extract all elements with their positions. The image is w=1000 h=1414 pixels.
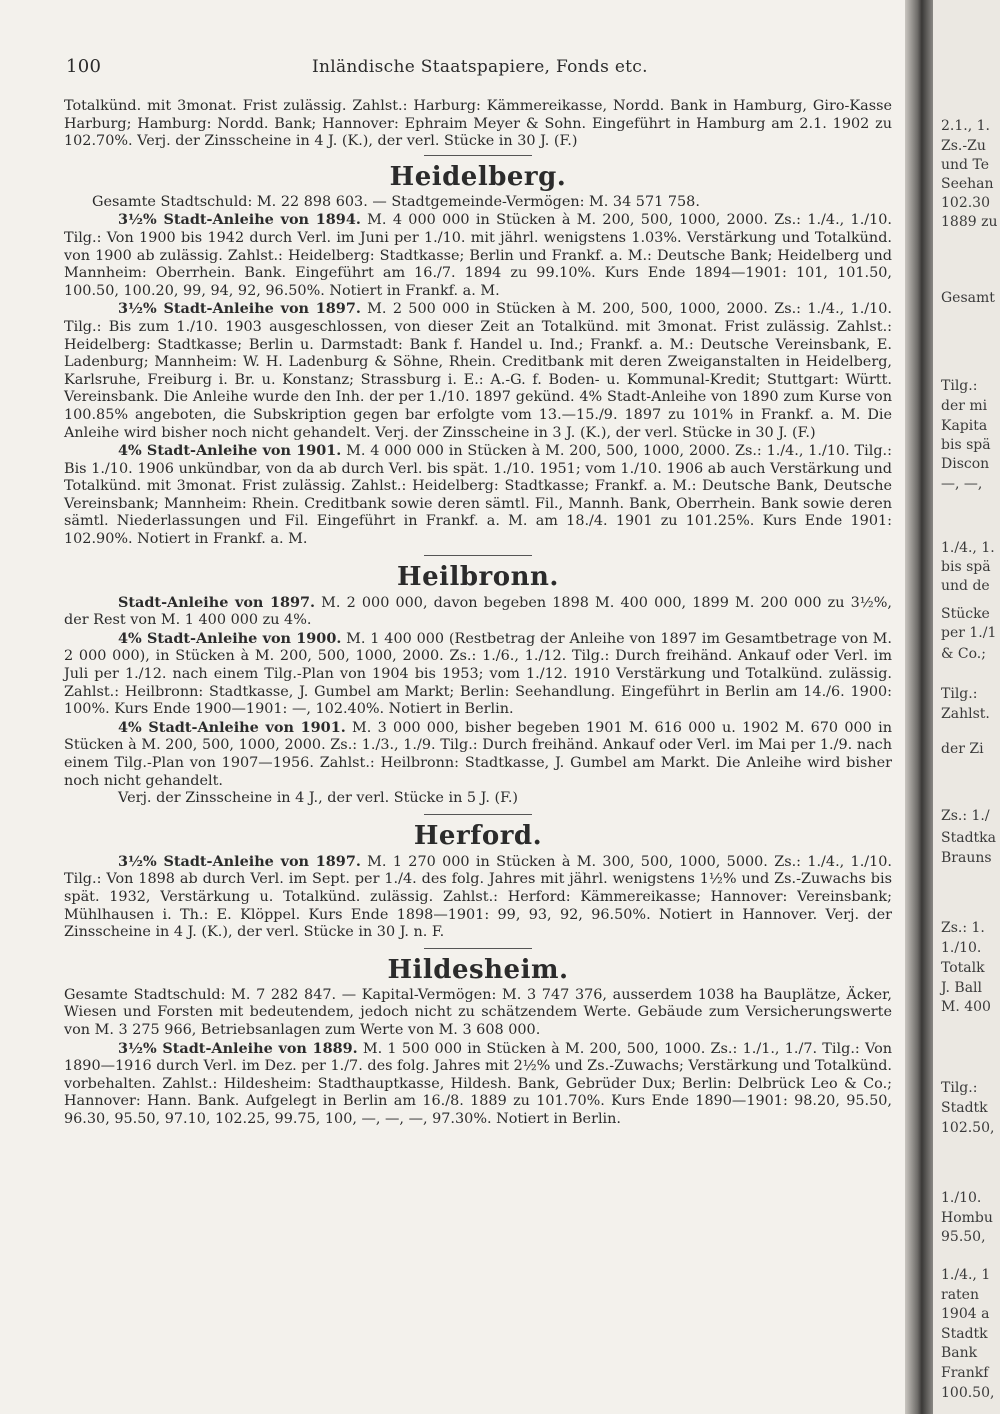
section-summary: Gesamte Stadtschuld: M. 7 282 847. — Kapital-Vermögen: M. 3 747 376, ausserdem 1038 ha Bauplätze, Äcker, Wiesen und Forsten mit bedeutendem, jedoch nicht zu schätzendem Werte. Gebäude zum Versicherungswerte von M. 3 275 966, Betriebsanlagen zum Werte von M. 3 608 000. (64, 986, 892, 1038)
facing-page-fragment: Gesamt (941, 290, 995, 306)
intro-paragraph: Totalkünd. mit 3monat. Frist zulässig. Zahlst.: Harburg: Kämmereikasse, Nordd. Bank in Hamburg, Giro-Kasse Harburg; Hamburg: Nordd. Bank; Hannover: Ephraim Meyer & Sohn. Eingeführt in Hamburg am 2.1. 1902 zu 102.70%. Verj. der Zinsscheine in 4 J. (K.), der verl. Stücke in 30 J. (F.) (64, 98, 892, 150)
entry-paragraph (64, 1040, 892, 1129)
facing-page-fragment: Zahlst. (941, 706, 990, 722)
entry-body: M. 3 000 000, bisher begeben 1901 M. 616 000 u. 1902 M. 670 000 in Stücken à M. 200, 500, 1000, 2000. Zs.: 1./3., 1./9. Tilg.: Durch freihänd. Ankauf oder Verl. im Mai per 1./9. nach einem Tilg.-Plan von 1907—1956. Zahlst.: Heilbronn: Stadtkasse, J. Gumbel am Markt. Die Anleihe wird bisher noch nicht gehandelt. (64, 719, 892, 789)
entry-title: 4% Stadt-Anleihe von 1901. (118, 718, 346, 736)
facing-page-fragment: Zs.-Zu (941, 138, 986, 154)
facing-page-fragment: J. Ball (941, 980, 983, 996)
facing-page-fragment: Hombu (941, 1210, 993, 1226)
running-title: Inländische Staatspapiere, Fonds etc. (312, 57, 648, 77)
facing-page-fragment: 1904 a (941, 1306, 990, 1322)
facing-page-fragment: Kapita (941, 418, 988, 434)
entry-title: Stadt-Anleihe von 1897. (118, 593, 316, 611)
facing-page-fragment: 100.50, (941, 1385, 995, 1401)
page-number: 100 (66, 56, 102, 77)
entry-title: 3½% Stadt-Anleihe von 1897. (118, 300, 361, 318)
facing-page-fragment: Zs.: 1./ (941, 808, 990, 824)
facing-page-fragment: Frankf (941, 1365, 989, 1381)
facing-page-fragment: Tilg.: (941, 1080, 978, 1096)
entry-title: 3½% Stadt-Anleihe von 1889. (118, 1039, 358, 1057)
facing-page-fragment: & Co.; (941, 646, 986, 662)
facing-page-fragment: raten (941, 1287, 979, 1303)
facing-page-fragment: Stadtk (941, 1100, 988, 1116)
facing-page-fragment: bis spä (941, 437, 991, 453)
facing-page-fragment: 102.30 (941, 195, 990, 211)
section-heading-herford: Herford. (413, 820, 543, 851)
entry-body: M. 4 000 000 in Stücken à M. 200, 500, 1000, 2000. Zs.: 1./4., 1./10. Tilg.: Bis 1./10. 1906 unkündbar, von da ab durch Verl. bis spät. 1./10. 1951; vom 1./10. 1906 ab auch Verstärkung und Totalkünd. mit 3monat. Frist zulässig. Zahlst.: Heidelberg: Stadtkasse; Frankf. a. M.: Deutsche Bank, Deutsche Vereinsbank; Mannheim: Rhein. Creditbank sowie deren sämtl. Fil., Mannh. Bank, Oberrhein. Bank sowie deren sämtl. Niederlassungen und Fil. Eingeführt in Frankf. a. M. am 18./4. 1901 zu 101.25%. Kurs Ende 1901: 102.90%. Notiert in Frankf. a. M. (64, 443, 892, 548)
section-heading-hildesheim: Hildesheim. (387, 954, 569, 985)
facing-page-fragment: 1./10. (941, 1190, 982, 1206)
facing-page-fragment: Seehan (941, 176, 994, 192)
facing-page-fragment: und de (941, 578, 990, 594)
facing-page-fragment: per 1./1 (941, 625, 997, 641)
facing-page-fragment: der Zi (941, 741, 984, 757)
entry-body: M. 2 500 000 in Stücken à M. 200, 500, 1000, 2000. Zs.: 1./4., 1./10. Tilg.: Bis zum 1./10. 1903 ausgeschlossen, von dieser Zeit an Totalkünd. mit 3monat. Frist zulässig. Zahlst.: Heidelberg: Stadtkasse; Berlin u. Darmstadt: Bank f. Handel u. Ind.; Frankf. a. M.: Deutsche Vereinsbank, E. Ladenburg; Mannheim: W. H. Ladenburg & Söhne, Rhein. Creditbank mit deren Zweiganstalten in Heidelberg, Karlsruhe, Freiburg i. Br. u. Konstanz; Strassburg i. E.: A.-G. f. Boden- u. Kommunal-Kredit; Stuttgart: Württ. Vereinsbank. Die Anleihe wurde den Inh. der per 1./10. 1897 gekünd. 4% Stadt-Anleihe von 1890 zum Kurse von 100.85% angeboten, die Subskription gegen bar erfolgte vom 13.—15./9. 1897 zu 101% in Frankf. a. M. Die Anleihe wird bisher noch nicht gehandelt. Verj. der Zinsscheine in 3 J. (K.), der verl. Stücke in 30 J. (F.) (64, 301, 893, 441)
entry-title: 3½% Stadt-Anleihe von 1894. (118, 211, 361, 229)
facing-page-fragment: Stadtka (941, 830, 996, 846)
facing-page-fragment: 2.1., 1. (941, 118, 990, 134)
entry-paragraph (64, 211, 892, 300)
facing-page-fragment: Stadtk (941, 1326, 988, 1342)
facing-page-fragment: der mi (941, 398, 988, 414)
facing-page-fragment: Tilg.: (941, 686, 978, 702)
entry-body: M. 1 400 000 (Restbetrag der Anleihe von 1897 im Gesamtbetrage von M. 2 000 000), in Stücken à M. 200, 500, 1000, 2000. Zs.: 1./6., 1./12. Tilg.: Durch freihänd. Ankauf oder Verl. im Juli per 1./12. nach einem Tilg.-Plan von 1904 bis 1953; vom 1./12. 1910 Verstärkung und Totalkünd. zulässig. Zahlst.: Heilbronn: Stadtkasse, J. Gumbel am Markt; Berlin: Seehandlung. Eingeführt in Berlin am 14./6. 1900: 100%. Kurs Ende 1900—1901: —, 102.40%. Notiert in Berlin. (64, 630, 892, 718)
entry-body: M. 1 500 000 in Stücken à M. 200, 500, 1000. Zs.: 1./1., 1./7. Tilg.: Von 1890—1916 durch Verl. im Dez. per 1./7. des folg. Jahres mit 2½% und Zs.-Zuwachs; Verstärkung und Totalkünd. vorbehalten. Zahlst.: Hildesheim: Stadthauptkasse, Hildesh. Bank, Gebrüder Dux; Berlin: Delbrück Leo & Co.; Hannover: Hann. Bank. Aufgelegt in Berlin am 16./8. 1889 zu 101.70%. Kurs Ende 1890—1901: 98.20, 95.50, 96.30, 95.50, 97.10, 102.25, 99.75, 100, —, —, —, 97.30%. Notiert in Berlin. (64, 1040, 892, 1127)
entry-paragraph (64, 300, 892, 442)
page-header (0, 56, 905, 80)
facing-page-fragment: 1889 zu (941, 214, 998, 230)
book-gutter (905, 0, 933, 1414)
section-divider (424, 555, 532, 556)
facing-page-fragment: 102.50, (941, 1120, 995, 1136)
facing-page-fragment: 1./4., 1 (941, 1267, 991, 1283)
entry-paragraph (64, 442, 892, 549)
section-divider (424, 155, 532, 156)
section-summary: Gesamte Stadtschuld: M. 22 898 603. — Stadtgemeinde-Vermögen: M. 34 571 758. (92, 193, 700, 210)
entry-title: 3½% Stadt-Anleihe von 1897. (118, 852, 361, 870)
facing-page-fragment: Tilg.: (941, 378, 978, 394)
entry-title: 4% Stadt-Anleihe von 1900. (118, 629, 342, 647)
section-divider (424, 814, 532, 815)
entry-paragraph (64, 853, 892, 942)
facing-page-fragment: 1./10. (941, 940, 982, 956)
entry-footnote: Verj. der Zinsscheine in 4 J., der verl. Stücke in 5 J. (F.) (118, 790, 519, 807)
facing-page-fragment: Bank (941, 1345, 978, 1361)
entry-body: M. 2 000 000, davon begeben 1898 M. 400 000, 1899 M. 200 000 zu 3½%, der Rest von M. 1 400 000 zu 4%. (64, 594, 892, 629)
page-body (64, 98, 892, 1129)
facing-page-fragment: und Te (941, 157, 989, 173)
facing-page-fragment: Stücke (941, 606, 990, 622)
entry-body: M. 1 270 000 in Stücken à M. 300, 500, 1000, 5000. Zs.: 1./4., 1./10. Tilg.: Von 1898 ab durch Verl. im Sept. per 1./4. des folg. Jahres mit jährl. wenigstens 1½% und Zs.-Zuwachs bis spät. 1932, Verstärkung u. Totalkünd. zulässig. Zahlst.: Herford: Kämmereikasse; Hannover: Vereinsbank; Mühlhausen i. Th.: E. Klöppel. Kurs Ende 1898—1901: 99, 93, 92, 96.50%. Notiert in Hannover. Verj. der Zinsscheine in 4 J. (K.), der verl. Stücke in 30 J. n. F. (64, 853, 893, 941)
entry-paragraph (64, 630, 892, 719)
facing-page-fragment: Discon (941, 456, 990, 472)
facing-page (933, 0, 1000, 1414)
facing-page-fragment: Totalk (941, 960, 985, 976)
facing-page-fragment: bis spä (941, 559, 991, 575)
section-divider (424, 948, 532, 949)
entry-paragraph (64, 594, 892, 630)
entry-title: 4% Stadt-Anleihe von 1901. (118, 442, 342, 460)
facing-page-fragment: —, —, (941, 476, 983, 492)
section-heading-heilbronn: Heilbronn. (397, 561, 559, 592)
entry-paragraph (64, 719, 892, 790)
entry-body: M. 4 000 000 in Stücken à M. 200, 500, 1000, 2000. Zs.: 1./4., 1./10. Tilg.: Von 1900 bis 1942 durch Verl. im Juni per 1./10. mit jährl. wenigstens 1.03%. Verstärkung und Totalkünd. von 1900 ab zulässig. Zahlst.: Heidelberg: Stadtkasse; Berlin und Frankf. a. M.: Deutsche Bank; Heidelberg und Mannheim: Oberrhein. Bank. Eingeführt am 16./7. 1894 zu 99.10%. Kurs Ende 1894—1901: 101, 101.50, 100.50, 100.20, 99, 94, 92, 96.50%. Notiert in Frankf. a. M. (64, 212, 893, 299)
facing-page-fragment: Brauns (941, 850, 992, 866)
facing-page-fragment: 95.50, (941, 1229, 986, 1245)
section-heading-heidelberg: Heidelberg. (389, 161, 567, 192)
facing-page-fragment: Zs.: 1. (941, 920, 985, 936)
facing-page-fragment: 1./4., 1. (941, 540, 995, 556)
facing-page-fragment: M. 400 (941, 999, 991, 1015)
